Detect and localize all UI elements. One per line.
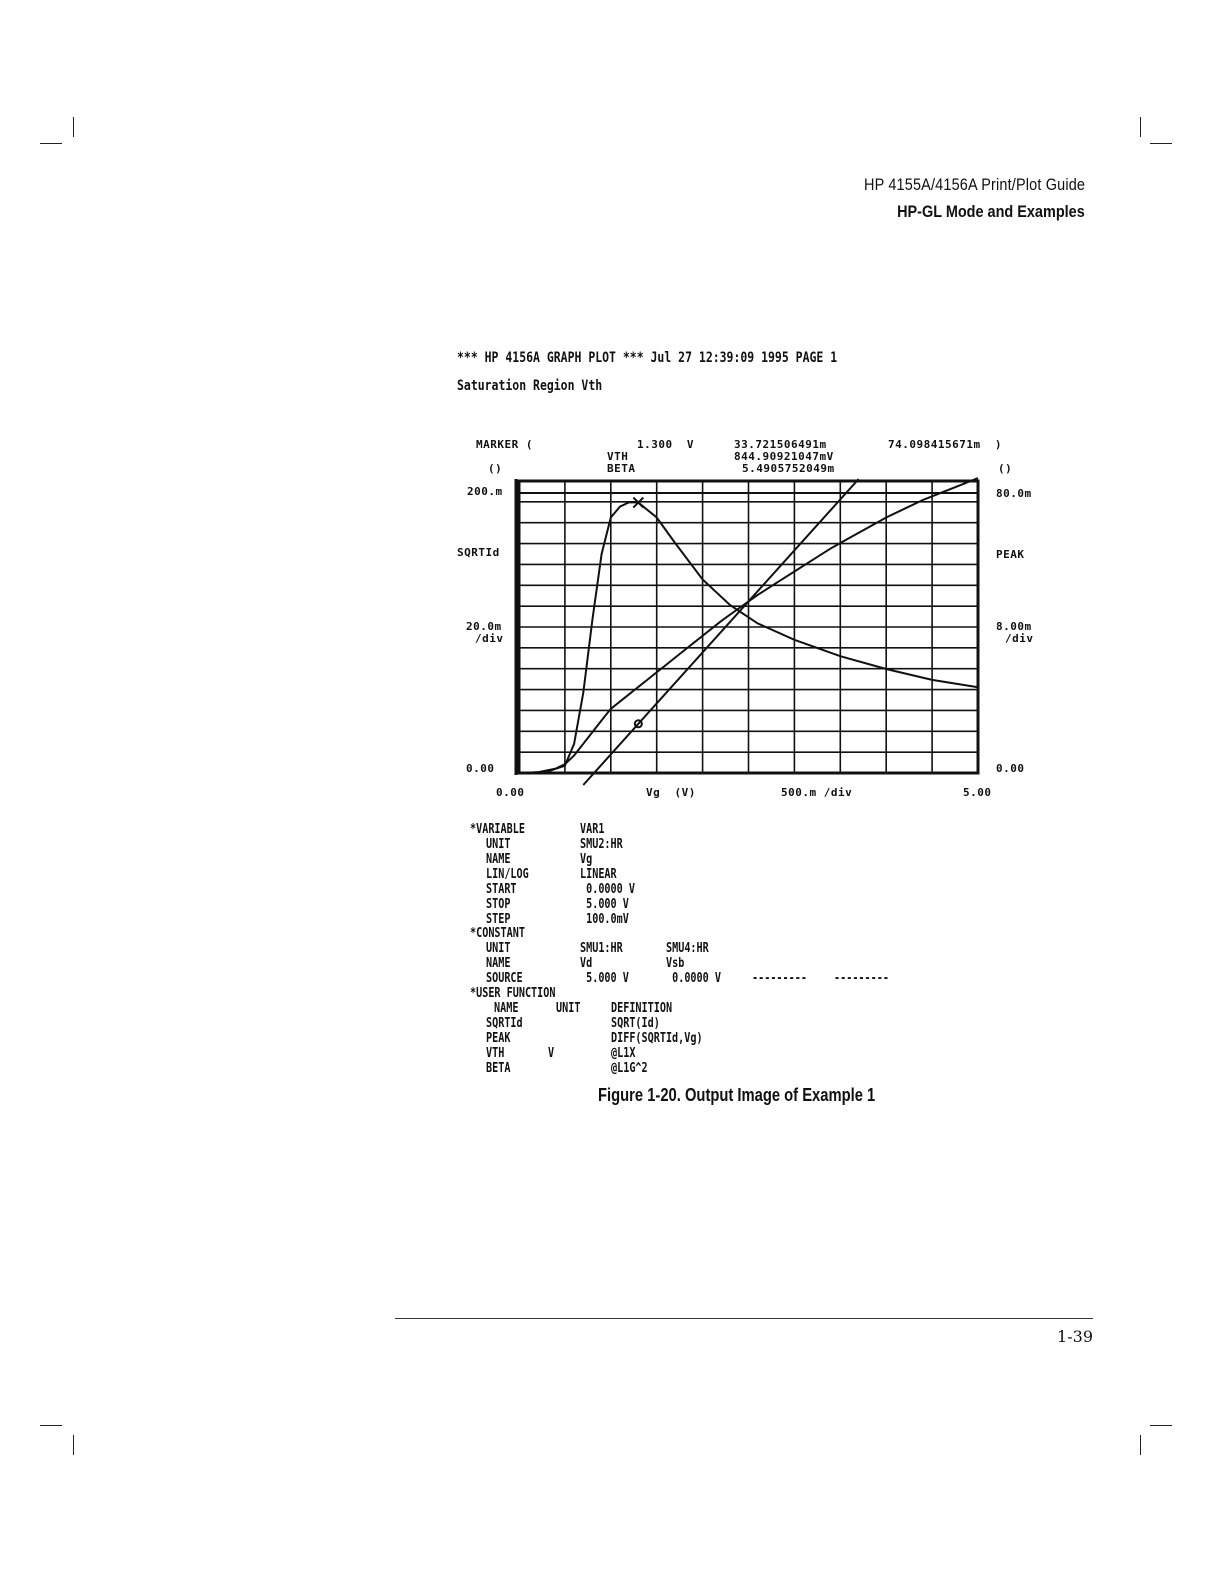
userfn-row-name: BETA [486, 1061, 511, 1076]
userfn-header: *USER FUNCTION [470, 986, 556, 1001]
section-title: HP-GL Mode and Examples [897, 202, 1085, 221]
guide-title: HP 4155A/4156A Print/Plot Guide [863, 175, 1085, 194]
userfn-row-def: DIFF(SQRTId,Vg) [611, 1031, 703, 1046]
vth-label: VTH [607, 450, 629, 463]
userfn-row-name: SQRTId [486, 1016, 523, 1031]
x-max-label: 5.00 [963, 786, 992, 799]
userfn-col-def: DEFINITION [611, 1001, 673, 1016]
tangent-line [583, 479, 858, 785]
constant-name-1: Vd [580, 956, 593, 971]
marker-y2-value: 74.098415671m ) [888, 438, 1002, 451]
y2-div-label: 8.00m [996, 620, 1032, 633]
y2-bottom-label: 0.00 [996, 762, 1025, 775]
constant-unit-1: SMU1:HR [580, 941, 623, 956]
variable-row-key: START [486, 882, 517, 897]
y1-bottom-label: 0.00 [466, 762, 495, 775]
variable-row-key: NAME [486, 852, 511, 867]
variable-row-key: STEP [486, 912, 511, 927]
constant-source-3: --------- [752, 971, 807, 986]
left-unit: () [488, 462, 503, 475]
marker-y1-value: 33.721506491m [734, 438, 827, 451]
userfn-row-def: SQRT(Id) [611, 1016, 660, 1031]
beta-value: 5.4905752049m [742, 462, 835, 475]
plot-title-line: *** HP 4156A GRAPH PLOT *** Jul 27 12:39:09 1995 PAGE 1 [457, 350, 838, 366]
marker-label: MARKER ( [476, 438, 533, 451]
variable-row-value: LINEAR [580, 867, 617, 882]
vth-value: 844.90921047mV [734, 450, 834, 463]
figure-caption: Figure 1-20. Output Image of Example 1 [598, 1085, 876, 1105]
variable-row-value: 100.0mV [580, 912, 629, 927]
marker-x-value: 1.300 V [637, 438, 694, 451]
userfn-col-unit: UNIT [556, 1001, 581, 1016]
variable-row-value: Vg [580, 852, 593, 867]
variable-row-key: UNIT [486, 837, 511, 852]
y1-top-label: 200.m [467, 485, 503, 498]
userfn-row-name: PEAK [486, 1031, 511, 1046]
userfn-row-name: VTH [486, 1046, 505, 1061]
userfn-row-unit: V [548, 1046, 555, 1061]
footer-rule [395, 1318, 1093, 1319]
variable-row-value: SMU2:HR [580, 837, 623, 852]
constant-unit-2: SMU4:HR [666, 941, 709, 956]
variable-row-value: 5.000 V [580, 897, 629, 912]
constant-name-label: NAME [486, 956, 511, 971]
constant-name-2: Vsb [666, 956, 685, 971]
constant-source-label: SOURCE [486, 971, 523, 986]
constant-header: *CONSTANT [470, 926, 525, 941]
variable-row-value: 0.0000 V [580, 882, 635, 897]
userfn-row-def: @L1X [611, 1046, 636, 1061]
y1-div-unit: /div [475, 632, 504, 645]
y2-top-label: 80.0m [996, 487, 1032, 500]
constant-unit-label: UNIT [486, 941, 511, 956]
constant-source-1: 5.000 V [580, 971, 629, 986]
x-div-label: 500.m /div [781, 786, 853, 799]
y1-name-label: SQRTId [457, 546, 500, 559]
constant-source-4: --------- [834, 971, 889, 986]
variable-header: *VARIABLE [470, 822, 525, 837]
right-unit: () [998, 462, 1013, 475]
constant-source-2: 0.0000 V [666, 971, 721, 986]
beta-label: BETA [607, 462, 636, 475]
variable-row-key: STOP [486, 897, 511, 912]
chart-grid [516, 479, 978, 775]
y2-div-unit: /div [1005, 632, 1034, 645]
variable-col-header: VAR1 [580, 822, 605, 837]
x-name-label: Vg (V) [646, 786, 696, 799]
plot-subtitle: Saturation Region Vth [457, 378, 603, 394]
x-min-label: 0.00 [496, 786, 525, 799]
y2-name-label: PEAK [996, 548, 1025, 561]
page-number: 1-39 [1057, 1327, 1093, 1346]
variable-row-key: LIN/LOG [486, 867, 529, 882]
y1-div-label: 20.0m [466, 620, 502, 633]
userfn-row-def: @L1G^2 [611, 1061, 648, 1076]
userfn-col-name: NAME [494, 1001, 519, 1016]
